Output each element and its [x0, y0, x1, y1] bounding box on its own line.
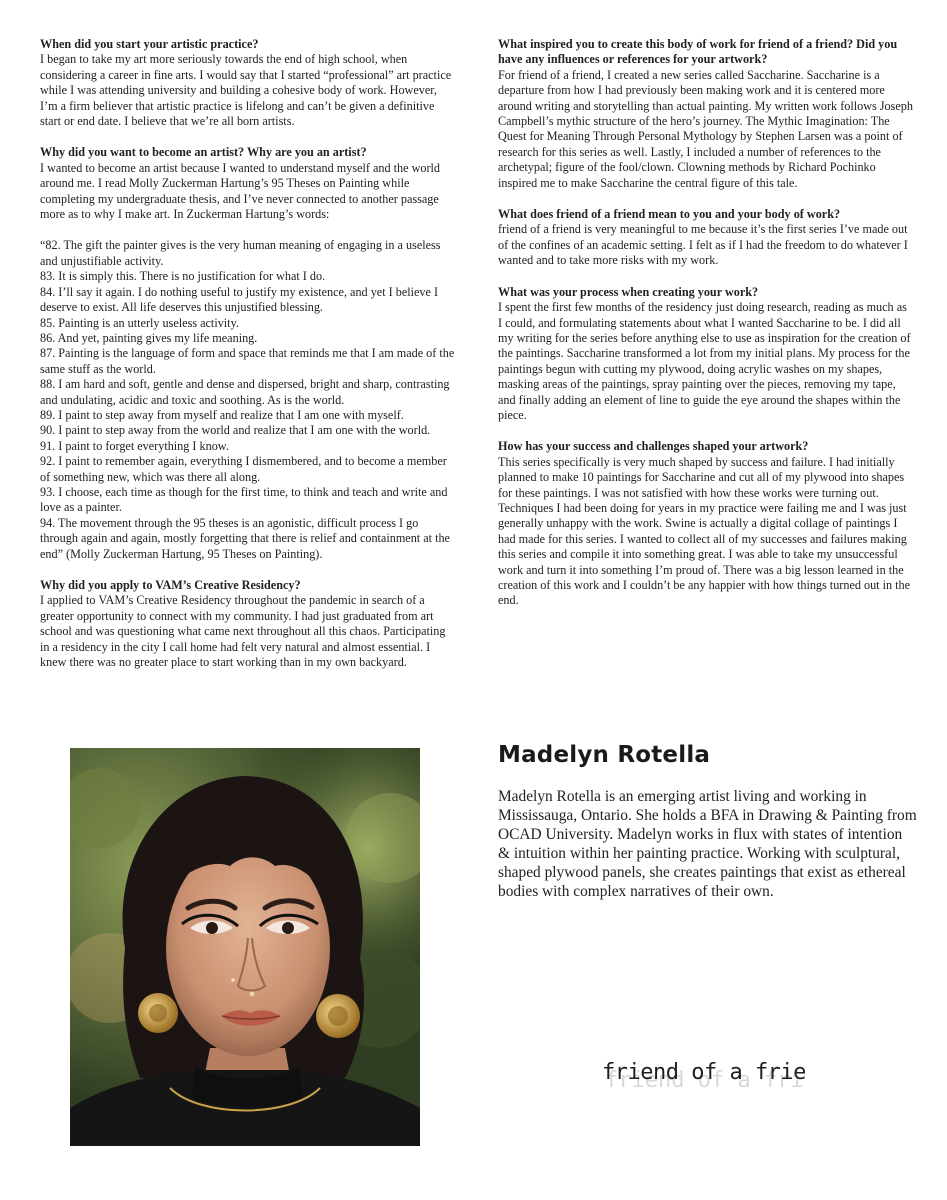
- theses-quote: [40, 238, 455, 562]
- thesis-item: 90. I paint to step away from the world and realize that I am one with the world.: [40, 423, 431, 438]
- thesis-item: 88. I am hard and soft, gentle and dense and dispersed, bright and sharp, contrasting and undulating, acidic and toxic and soothing. As is the world.: [40, 377, 450, 407]
- thesis-item: 84. I’ll say it again. I do nothing useful to justify my existence, and yet I believe I deserve to exist. All life deserves this unjustified blessing.: [40, 284, 439, 315]
- answer-process: I spent the first few months of the residency just doing research, reading as much as I could, and formulating statements about what I wanted Saccharine to be. I did all my writing for the series before anything else to use as inspiration for the creation of the paintings. Saccharine transformed a lot from my initial plans. My process for the paintings begun with cutting my plywood, doing acrylic washes on my shapes, masking areas of the paintings, spray painting over the pieces, removing my tape, and finally adding an element of line to guide the eye around the shapes within the piece.: [498, 300, 911, 422]
- thesis-item: 85. Painting is an utterly useless activity.: [40, 315, 239, 330]
- thesis-item: 91. I paint to forget everything I know.: [40, 438, 229, 453]
- thesis-item: 93. I choose, each time as though for the first time, to think and teach and write and love as a painter.: [40, 484, 448, 515]
- artist-bio: [498, 742, 918, 901]
- question-meaning: What does friend of a friend mean to you and your body of work?: [498, 207, 841, 222]
- answer-why-residency: I applied to VAM’s Creative Residency throughout the pandemic in search of a greater opportunity to connect with my community. I had just graduated from art school and was questioning what came next throughout all this chaos. Participating in a residency in the city I call home had felt very natural and almost essential. I knew there was no greater place to start working than in my own backyard.: [40, 593, 446, 670]
- artist-name: Madelyn Rotella: [498, 742, 711, 768]
- logo-text: friend of a frie: [602, 1060, 805, 1085]
- artist-portrait-photo: [70, 748, 420, 1146]
- answer-success-challenges: This series specifically is very much shaped by success and failure. I had initially planned to make 10 paintings for Saccharine and cut all of my plywood into shapes for these paintings. I was not satisfied with how these works were turning out. Techniques I had been doing for years in my practice were failing me and I was just generally unhappy with the work. Swine is actually a digital collage of paintings I had made for this series. I wanted to collect all of my successes and failures making this series and compile it into something great. I was able to take my unsuccessful work and turn it into something I’m proud of. There was a big lesson learned in the creation of this work and I couldn’t be any happier with how things turned out in the end.: [498, 454, 911, 608]
- question-why-residency: Why did you apply to VAM’s Creative Residency?: [40, 578, 301, 592]
- thesis-item: 92. I paint to remember again, everything I dismembered, and to become a member of something new, which was there all along.: [40, 454, 447, 484]
- answer-inspiration: For friend of a friend, I created a new series called Saccharine. Saccharine is a departure from how I had previously been making work and it is centered more around writing and storytelling than actual painting. My written work follows Joseph Campbell’s mythic structure of the hero’s journey. The Mythic Imagination: The Quest for Meaning Through Personal Mythology by Stephen Larsen was a point of research for this series as well. Lastly, I included a number of references to the archetypal; figure of the fool/clown. Clowning methods by Richard Pochinko inspired me to make Saccharine the central figure of this tale.: [498, 67, 913, 190]
- thesis-item: 87. Painting is the language of form and space that reminds me that I am made of the same stuff as the world.: [40, 346, 455, 376]
- question-inspiration: What inspired you to create this body of work for friend of a friend? Did you have any influences or references for your artwork?: [498, 37, 898, 67]
- logo-shadow-text: friend of a fri: [605, 1068, 804, 1093]
- right-column: [498, 37, 913, 609]
- artist-bio-text: Madelyn Rotella is an emerging artist living and working in Mississauga, Ontario. She holds a BFA in Drawing & Painting from OCAD University. Madelyn works in flux with states of intention & intuition within her painting practice. Working with sculptural, shaped plywood panels, she creates paintings that exist as ethereal bodies with complex narratives of their own.: [498, 788, 917, 900]
- question-why-artist: Why did you want to become an artist? Why are you an artist?: [40, 145, 367, 160]
- question-process: What was your process when creating your work?: [498, 284, 759, 299]
- question-success-challenges: How has your success and challenges shaped your artwork?: [498, 439, 809, 454]
- thesis-item: 89. I paint to step away from myself and realize that I am one with myself.: [40, 407, 404, 422]
- thesis-item: 94. The movement through the 95 theses is an agonistic, difficult process I go through again and again, mostly forgetting that there is relief and containment at the end” (Molly Zuckerman Hartung, 95 Theses on Painting).: [40, 515, 450, 561]
- thesis-item: 86. And yet, painting gives my life meaning.: [40, 330, 258, 345]
- answer-start-practice: I began to take my art more seriously towards the end of high school, when considering a career in fine arts. I would say that I started “professional” art practice while I was attending university and building a cohesive body of work. However, I’m a firm believer that artistic practice is lifelong and can’t be given a definitive start or end date. I believe that we’re all born artists.: [40, 52, 452, 129]
- question-start-practice: When did you start your artistic practice?: [40, 37, 259, 51]
- answer-why-artist: I wanted to become an artist because I wanted to understand myself and the world around me. I read Molly Zuckerman Hartung’s 95 Theses on Painting while completing my undergraduate thesis, and I’ve never connected to another passage more as to why I make art. In Zuckerman Hartung’s words:: [40, 160, 441, 222]
- left-column: [40, 37, 455, 670]
- friend-of-a-friend-logo: [600, 1045, 805, 1100]
- answer-meaning: friend of a friend is very meaningful to me because it’s the first series I’ve made out of the confines of an academic setting. I felt as if I had the freedom to do whatever I wanted and to take more risks with my work.: [498, 222, 908, 268]
- thesis-item: 83. It is simply this. There is no justification for what I do.: [40, 269, 326, 284]
- thesis-item: “82. The gift the painter gives is the very human meaning of engaging in a useless and unjustifiable activity.: [40, 238, 441, 268]
